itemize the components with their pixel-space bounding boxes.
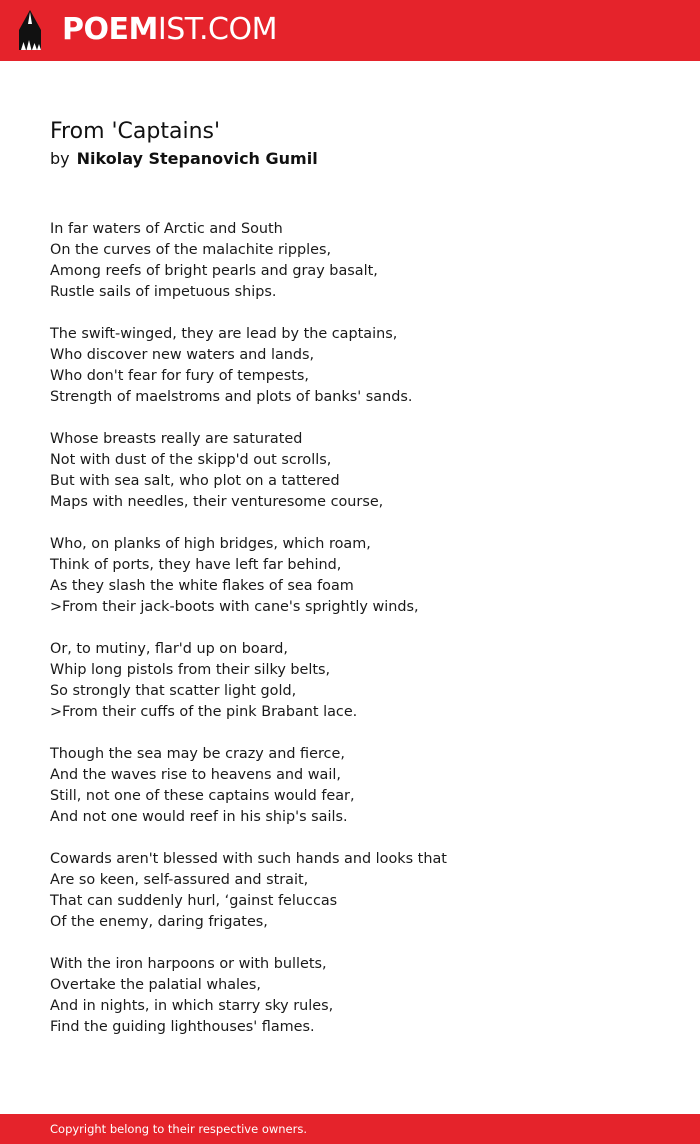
poem-line: So strongly that scatter light gold, <box>50 683 297 699</box>
poem-line: In far waters of Arctic and South <box>50 221 283 237</box>
poem-line: But with sea salt, who plot on a tattered <box>50 473 340 489</box>
poem-line: Among reefs of bright pearls and gray basalt, <box>50 263 378 279</box>
poem-line: With the iron harpoons or with bullets, <box>50 956 327 972</box>
poem-line: >From their cuffs of the pink Brabant lace. <box>50 704 358 720</box>
stanza <box>50 954 447 1038</box>
stanza <box>50 429 447 513</box>
poem-line: Rustle sails of impetuous ships. <box>50 284 277 300</box>
stanza <box>50 219 447 303</box>
copyright-notice: Copyright belong to their respective owners. <box>50 1122 308 1136</box>
poem-line: And in nights, in which starry sky rules, <box>50 998 334 1014</box>
site-header <box>0 0 700 61</box>
poem-line: Whose breasts really are saturated <box>50 431 303 447</box>
site-logo-text <box>62 8 277 52</box>
poem-line: And the waves rise to heavens and wail, <box>50 767 341 783</box>
byline <box>50 148 318 170</box>
stanza <box>50 744 447 828</box>
site-logo-link[interactable] <box>17 8 277 52</box>
poem-heading <box>50 117 318 170</box>
stanza <box>50 534 447 618</box>
poem-line: The swift-winged, they are lead by the captains, <box>50 326 398 342</box>
poem-line: Think of ports, they have left far behind, <box>50 557 342 573</box>
poem-line: Strength of maelstroms and plots of banks' sands. <box>50 389 413 405</box>
poem-line: >From their jack-boots with cane's sprightly winds, <box>50 599 419 615</box>
poem-line: Are so keen, self-assured and strait, <box>50 872 309 888</box>
poem-line: Of the enemy, daring frigates, <box>50 914 268 930</box>
poem-line: On the curves of the malachite ripples, <box>50 242 332 258</box>
poem-line: Cowards aren't blessed with such hands and looks that <box>50 851 447 867</box>
stanza <box>50 849 447 933</box>
poem-line: Whip long pistols from their silky belts, <box>50 662 331 678</box>
poem-line: That can suddenly hurl, ‘gainst feluccas <box>50 893 338 909</box>
poem-line: Or, to mutiny, flar'd up on board, <box>50 641 288 657</box>
byline-label: by <box>50 149 70 168</box>
poem-line: Maps with needles, their venturesome course, <box>50 494 384 510</box>
author-name: Nikolay Stepanovich Gumil <box>76 149 318 168</box>
poem-line: Though the sea may be crazy and fierce, <box>50 746 345 762</box>
stanza <box>50 324 447 408</box>
logo-text-light: IST.COM <box>157 12 277 47</box>
poem-line: Who don't fear for fury of tempests, <box>50 368 309 384</box>
poem-line: Still, not one of these captains would fear, <box>50 788 355 804</box>
pen-nib-icon <box>17 8 43 52</box>
site-footer <box>0 1114 700 1144</box>
poem-line: As they slash the white flakes of sea foam <box>50 578 354 594</box>
poem-line: Not with dust of the skipp'd out scrolls, <box>50 452 332 468</box>
poem-line: And not one would reef in his ship's sails. <box>50 809 348 825</box>
stanza <box>50 639 447 723</box>
poem-body <box>50 219 447 1059</box>
poem-line: Overtake the palatial whales, <box>50 977 261 993</box>
poem-line: Who discover new waters and lands, <box>50 347 315 363</box>
poem-line: Who, on planks of high bridges, which roam, <box>50 536 371 552</box>
logo-text-bold: POEM <box>62 12 158 47</box>
poem-line: Find the guiding lighthouses' flames. <box>50 1019 315 1035</box>
poem-title: From 'Captains' <box>50 119 221 144</box>
